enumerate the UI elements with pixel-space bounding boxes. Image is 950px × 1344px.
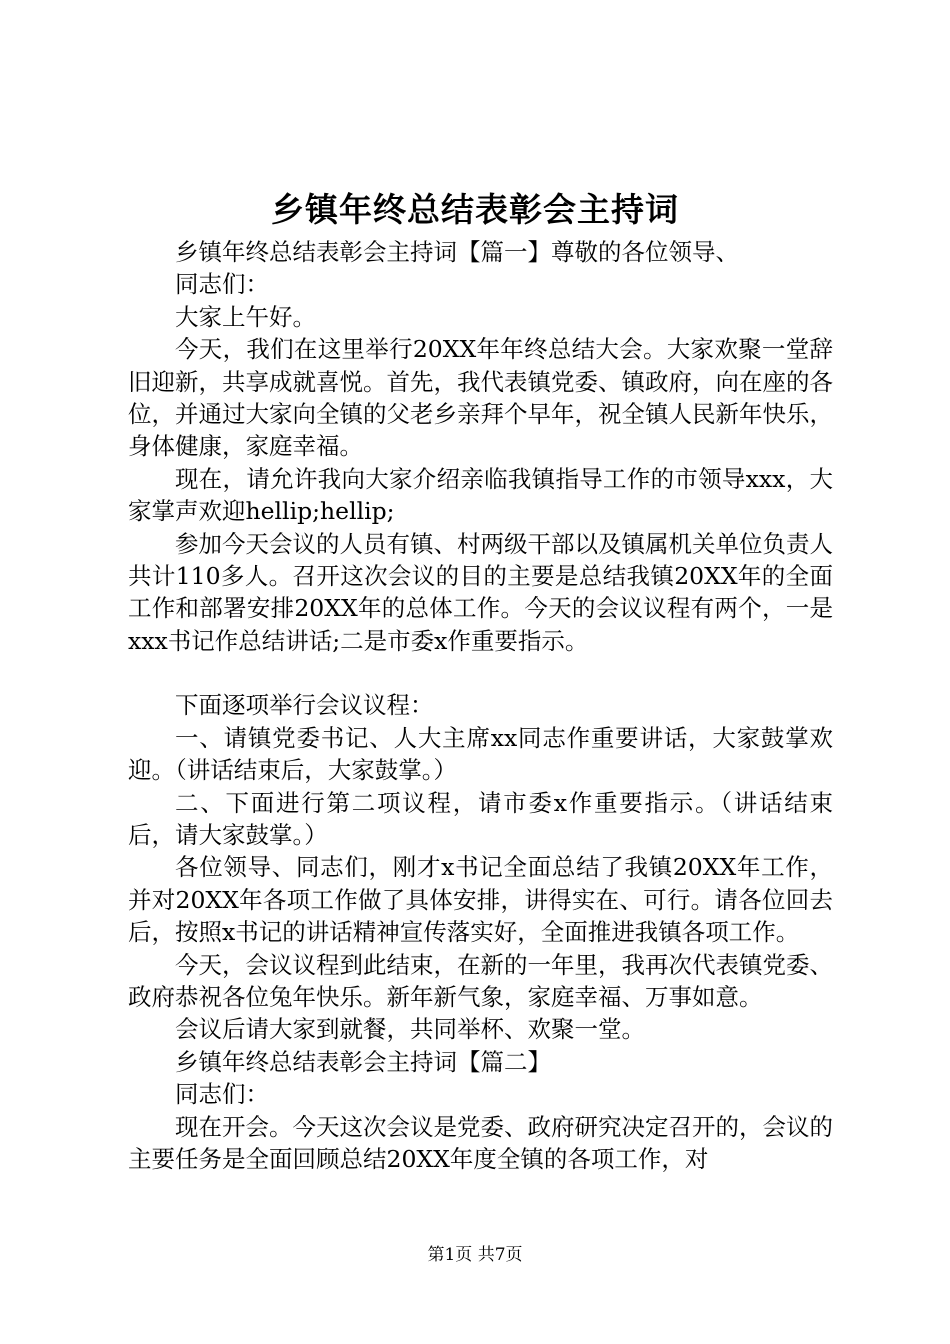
paragraph: 一、请镇党委书记、人大主席xx同志作重要讲话，大家鼓掌欢迎。（讲话结束后，大家鼓掌。） xyxy=(128,723,833,785)
paragraph: 各位领导、同志们，刚才x书记全面总结了我镇20XX年工作，并对20XX年各项工作做了具体安排，讲得实在、可行。请各位回去后，按照x书记的讲话精神宣传落实好，全面推进我镇各项工作。 xyxy=(128,853,833,947)
document-title: 乡镇年终总结表彰会主持词 xyxy=(271,190,679,229)
paragraph: 今天，我们在这里举行20XX年年终总结大会。大家欢聚一堂辞旧迎新，共享成就喜悦。首先，我代表镇党委、镇政府，向在座的各位，并通过大家向全镇的父老乡亲拜个早年，祝全镇人民新年快乐，身体健康，家庭幸福。 xyxy=(128,335,833,461)
paragraph: 同志们： xyxy=(175,270,269,299)
paragraph: 现在，请允许我向大家介绍亲临我镇指导工作的市领导xxx，大家掌声欢迎hellip;hellip; xyxy=(128,464,833,526)
paragraph: 乡镇年终总结表彰会主持词【篇一】尊敬的各位领导、 xyxy=(175,238,739,266)
paragraph: 下面逐项举行会议议程： xyxy=(175,691,434,720)
paragraph: 大家上午好。 xyxy=(175,302,316,331)
paragraph: 现在开会。今天这次会议是党委、政府研究决定召开的，会议的主要任务是全面回顾总结20XX年度全镇的各项工作，对 xyxy=(128,1112,833,1173)
paragraph: 会议后请大家到就餐，共同举杯、欢聚一堂。 xyxy=(175,1015,645,1044)
paragraph: 二、下面进行第二项议程，请市委x作重要指示。（讲话结束后，请大家鼓掌。） xyxy=(128,788,833,849)
page-number-footer: 第1页 共7页 xyxy=(427,1245,523,1265)
document-body xyxy=(128,236,833,1175)
paragraph: 参加今天会议的人员有镇、村两级干部以及镇属机关单位负责人共计110多人。召开这次会议的目的主要是总结我镇20XX年的全面工作和部署安排20XX年的总体工作。今天的会议议程有两个，一是xxx书记作总结讲话;二是市委x作重要指示。 xyxy=(128,529,833,655)
paragraph: 同志们： xyxy=(175,1080,269,1109)
paragraph: 乡镇年终总结表彰会主持词【篇二】 xyxy=(175,1047,551,1076)
paragraph: 今天，会议议程到此结束，在新的一年里，我再次代表镇党委、政府恭祝各位兔年快乐。新年新气象，家庭幸福、万事如意。 xyxy=(128,950,833,1011)
